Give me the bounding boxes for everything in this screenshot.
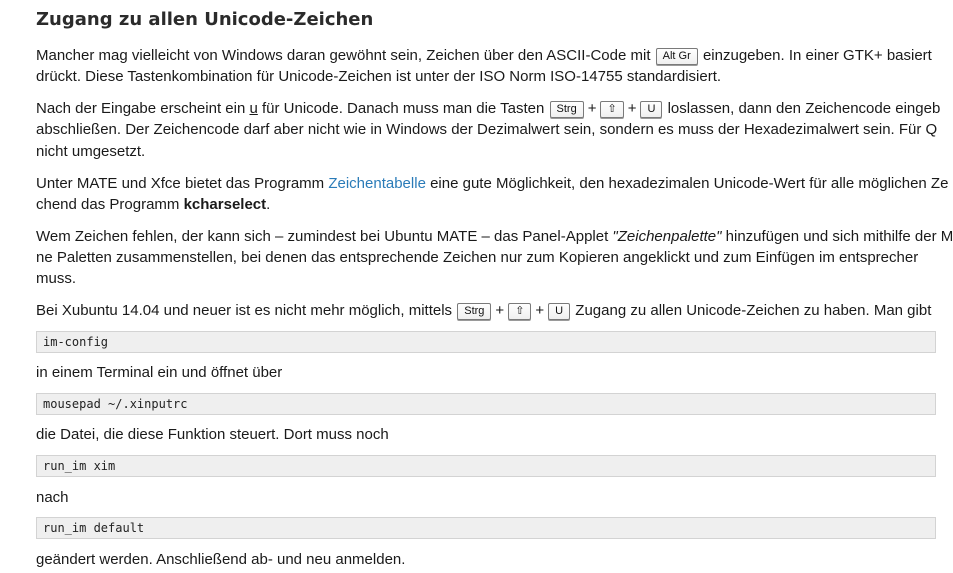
text-datei: die Datei, die diese Funktion steuert. Dort muss noch [36, 426, 389, 443]
plus-sign: + [495, 302, 505, 319]
key-u: U [548, 303, 570, 320]
paragraph-1-line-2: drückt. Diese Tastenkombination für Unicode-Zeichen ist unter der ISO Norm ISO-14755 standardisiert. [36, 68, 722, 85]
paragraph-4-line-2: ne Paletten zusammenstellen, bei denen das entsprechende Zeichen nur zum Kopieren angeklickt und zum Einfügen im entsprecher [36, 249, 919, 266]
kcharselect-bold: kcharselect [183, 196, 267, 213]
key-shift: ⇧ [508, 303, 531, 320]
p5-text-b: Zugang zu allen Unicode-Zeichen zu haben. Man gibt [575, 302, 932, 319]
plus-sign: + [535, 302, 545, 319]
key-altgr: Alt Gr [656, 48, 698, 65]
section-heading: Zugang zu allen Unicode-Zeichen [36, 9, 374, 30]
zeichenpalette-italic: "Zeichenpalette" [612, 228, 722, 245]
code-block-mousepad: mousepad ~/.xinputrc [36, 393, 936, 415]
u-character: u [249, 100, 258, 117]
p3-text-b: eine gute Möglichkeit, den hexadezimalen Unicode-Wert für alle möglichen Ze [430, 175, 949, 192]
paragraph-2-line-3: nicht umgesetzt. [36, 143, 146, 160]
key-shift: ⇧ [600, 101, 623, 118]
p4-text-a: Wem Zeichen fehlen, der kann sich – zumindest bei Ubuntu MATE – das Panel-Applet [36, 228, 609, 245]
code-block-run-im-default: run_im default [36, 517, 936, 539]
paragraph-4-line-1 [36, 227, 953, 247]
p3-text-c: chend das Programm [36, 196, 180, 213]
paragraph-3-line-2 [36, 195, 270, 215]
p3-text-d: . [266, 196, 271, 213]
paragraph-3-line-1 [36, 174, 948, 194]
p5-text-a: Bei Xubuntu 14.04 und neuer ist es nicht mehr möglich, mittels [36, 302, 453, 319]
p1-text-a: Mancher mag vielleicht von Windows daran gewöhnt sein, Zeichen über den ASCII-Code mit [36, 47, 651, 64]
paragraph-4-line-3: muss. [36, 270, 77, 287]
p1-text-b: einzugeben. In einer GTK+ basiert [702, 47, 932, 64]
paragraph-2-line-2: abschließen. Der Zeichencode darf aber nicht wie in Windows der Dezimalwert sein, sondern es muss der Hexadezimalwert sein. Für Q [36, 121, 938, 138]
text-terminal: in einem Terminal ein und öffnet über [36, 364, 283, 381]
code-block-run-im-xim: run_im xim [36, 455, 936, 477]
key-strg: Strg [457, 303, 491, 320]
code-block-im-config: im-config [36, 331, 936, 353]
paragraph-5-line-1 [36, 301, 931, 321]
key-u: U [640, 101, 662, 118]
p2-text-a: Nach der Eingabe erscheint ein [36, 100, 246, 117]
p3-text-a: Unter MATE und Xfce bietet das Programm [36, 175, 325, 192]
p2-text-c: loslassen, dann den Zeichencode eingeb [667, 100, 941, 117]
paragraph-1-line-1 [36, 46, 932, 66]
p2-text-b: für Unicode. Danach muss man die Tasten [261, 100, 545, 117]
zeichentabelle-link[interactable]: Zeichentabelle [328, 175, 426, 192]
p4-text-b: hinzufügen und sich mithilfe der M [725, 228, 953, 245]
key-strg: Strg [550, 101, 584, 118]
plus-sign: + [627, 100, 637, 117]
text-geaendert: geändert werden. Anschließend ab- und neu anmelden. [36, 551, 406, 568]
text-nach: nach [36, 489, 69, 506]
plus-sign: + [587, 100, 597, 117]
paragraph-2-line-1 [36, 99, 940, 119]
